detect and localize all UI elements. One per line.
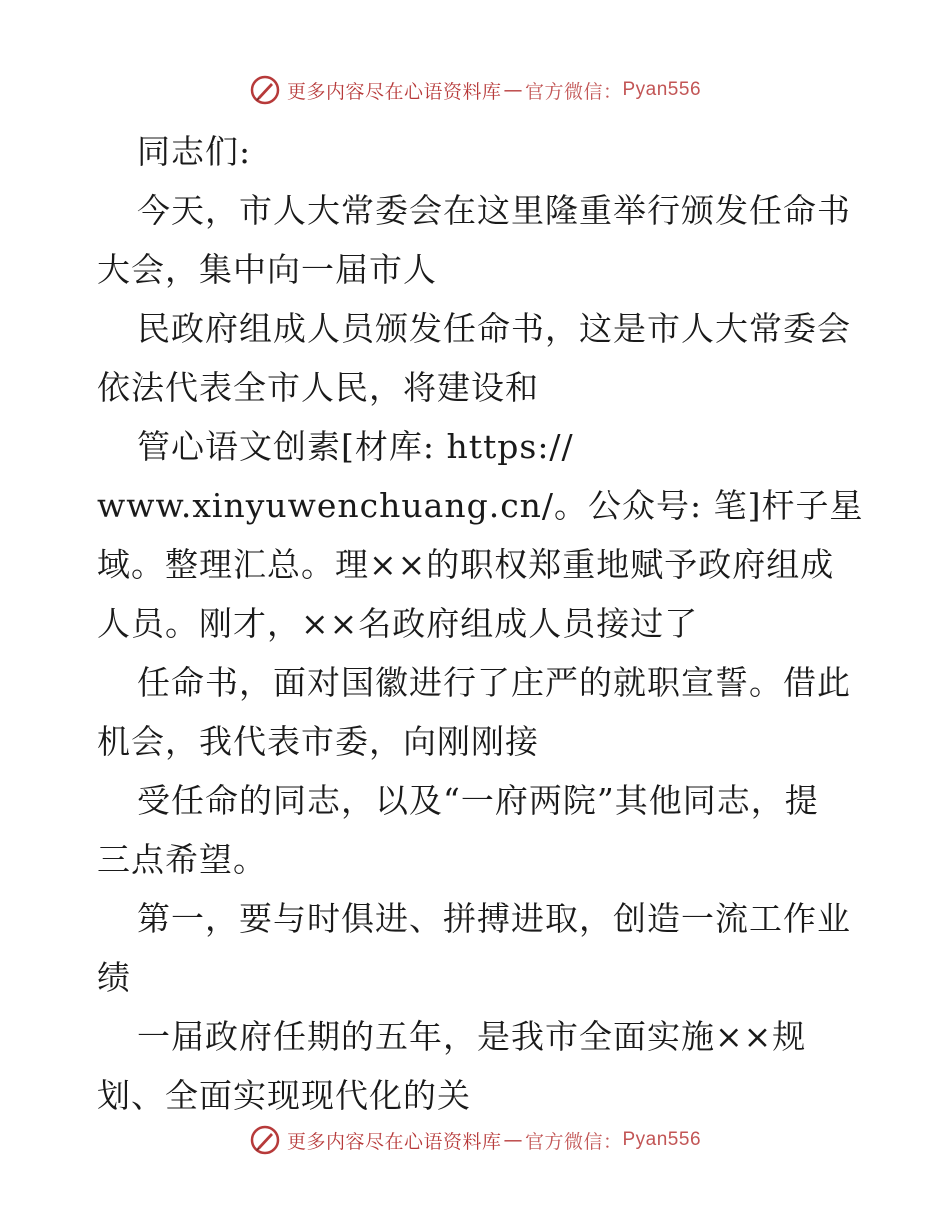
document-body bbox=[97, 122, 864, 1125]
watermark-wechat-label: 官方微信： bbox=[524, 1130, 623, 1153]
quill-logo-icon bbox=[249, 1124, 281, 1156]
watermark-brand-text: 更多内容尽在心语资料库 bbox=[286, 1130, 502, 1153]
doc-line: 民政府组成人员颁发任命书，这是市人大常委会 bbox=[137, 309, 851, 348]
watermark-handle: Pyan556 bbox=[622, 79, 702, 100]
quill-logo-icon bbox=[249, 74, 281, 106]
watermark-brand-text: 更多内容尽在心语资料库 bbox=[286, 80, 502, 103]
watermark-separator: — bbox=[503, 1129, 523, 1151]
doc-line: 机会，我代表市委，向刚刚接 bbox=[97, 722, 539, 761]
doc-line: 三点希望。 bbox=[97, 840, 267, 879]
watermark-handle: Pyan556 bbox=[622, 1129, 702, 1150]
doc-line: 依法代表全市人民，将建设和 bbox=[97, 368, 539, 407]
watermark-banner-top bbox=[0, 70, 950, 110]
watermark-banner-bottom bbox=[0, 1120, 950, 1160]
doc-line: 今天，市人大常委会在这里隆重举行颁发任命书 bbox=[137, 191, 851, 230]
watermark-wechat-label: 官方微信： bbox=[524, 80, 623, 103]
doc-line: 受任命的同志，以及“一府两院”其他同志，提 bbox=[137, 781, 819, 820]
doc-line: 绩 bbox=[97, 958, 131, 997]
doc-line: 划、全面实现现代化的关 bbox=[97, 1076, 471, 1115]
doc-line: 同志们: bbox=[137, 132, 252, 171]
doc-line: 任命书，面对国徽进行了庄严的就职宣誓。借此 bbox=[137, 663, 851, 702]
doc-line: 第一，要与时俱进、拼搏进取，创造一流工作业 bbox=[137, 899, 851, 938]
doc-line: www.xinyuwenchuang.cn/。公众号: 笔]杆子星 bbox=[97, 486, 864, 525]
doc-line: 管心语文创素[材库: https:// bbox=[137, 427, 574, 466]
watermark-separator: — bbox=[503, 79, 523, 101]
doc-line: 域。整理汇总。理××的职权郑重地赋予政府组成 bbox=[97, 545, 835, 584]
doc-line: 一届政府任期的五年，是我市全面实施××规 bbox=[137, 1017, 807, 1056]
doc-line: 大会，集中向一届市人 bbox=[97, 250, 437, 289]
doc-line: 人员。刚才，××名政府组成人员接过了 bbox=[97, 604, 699, 643]
